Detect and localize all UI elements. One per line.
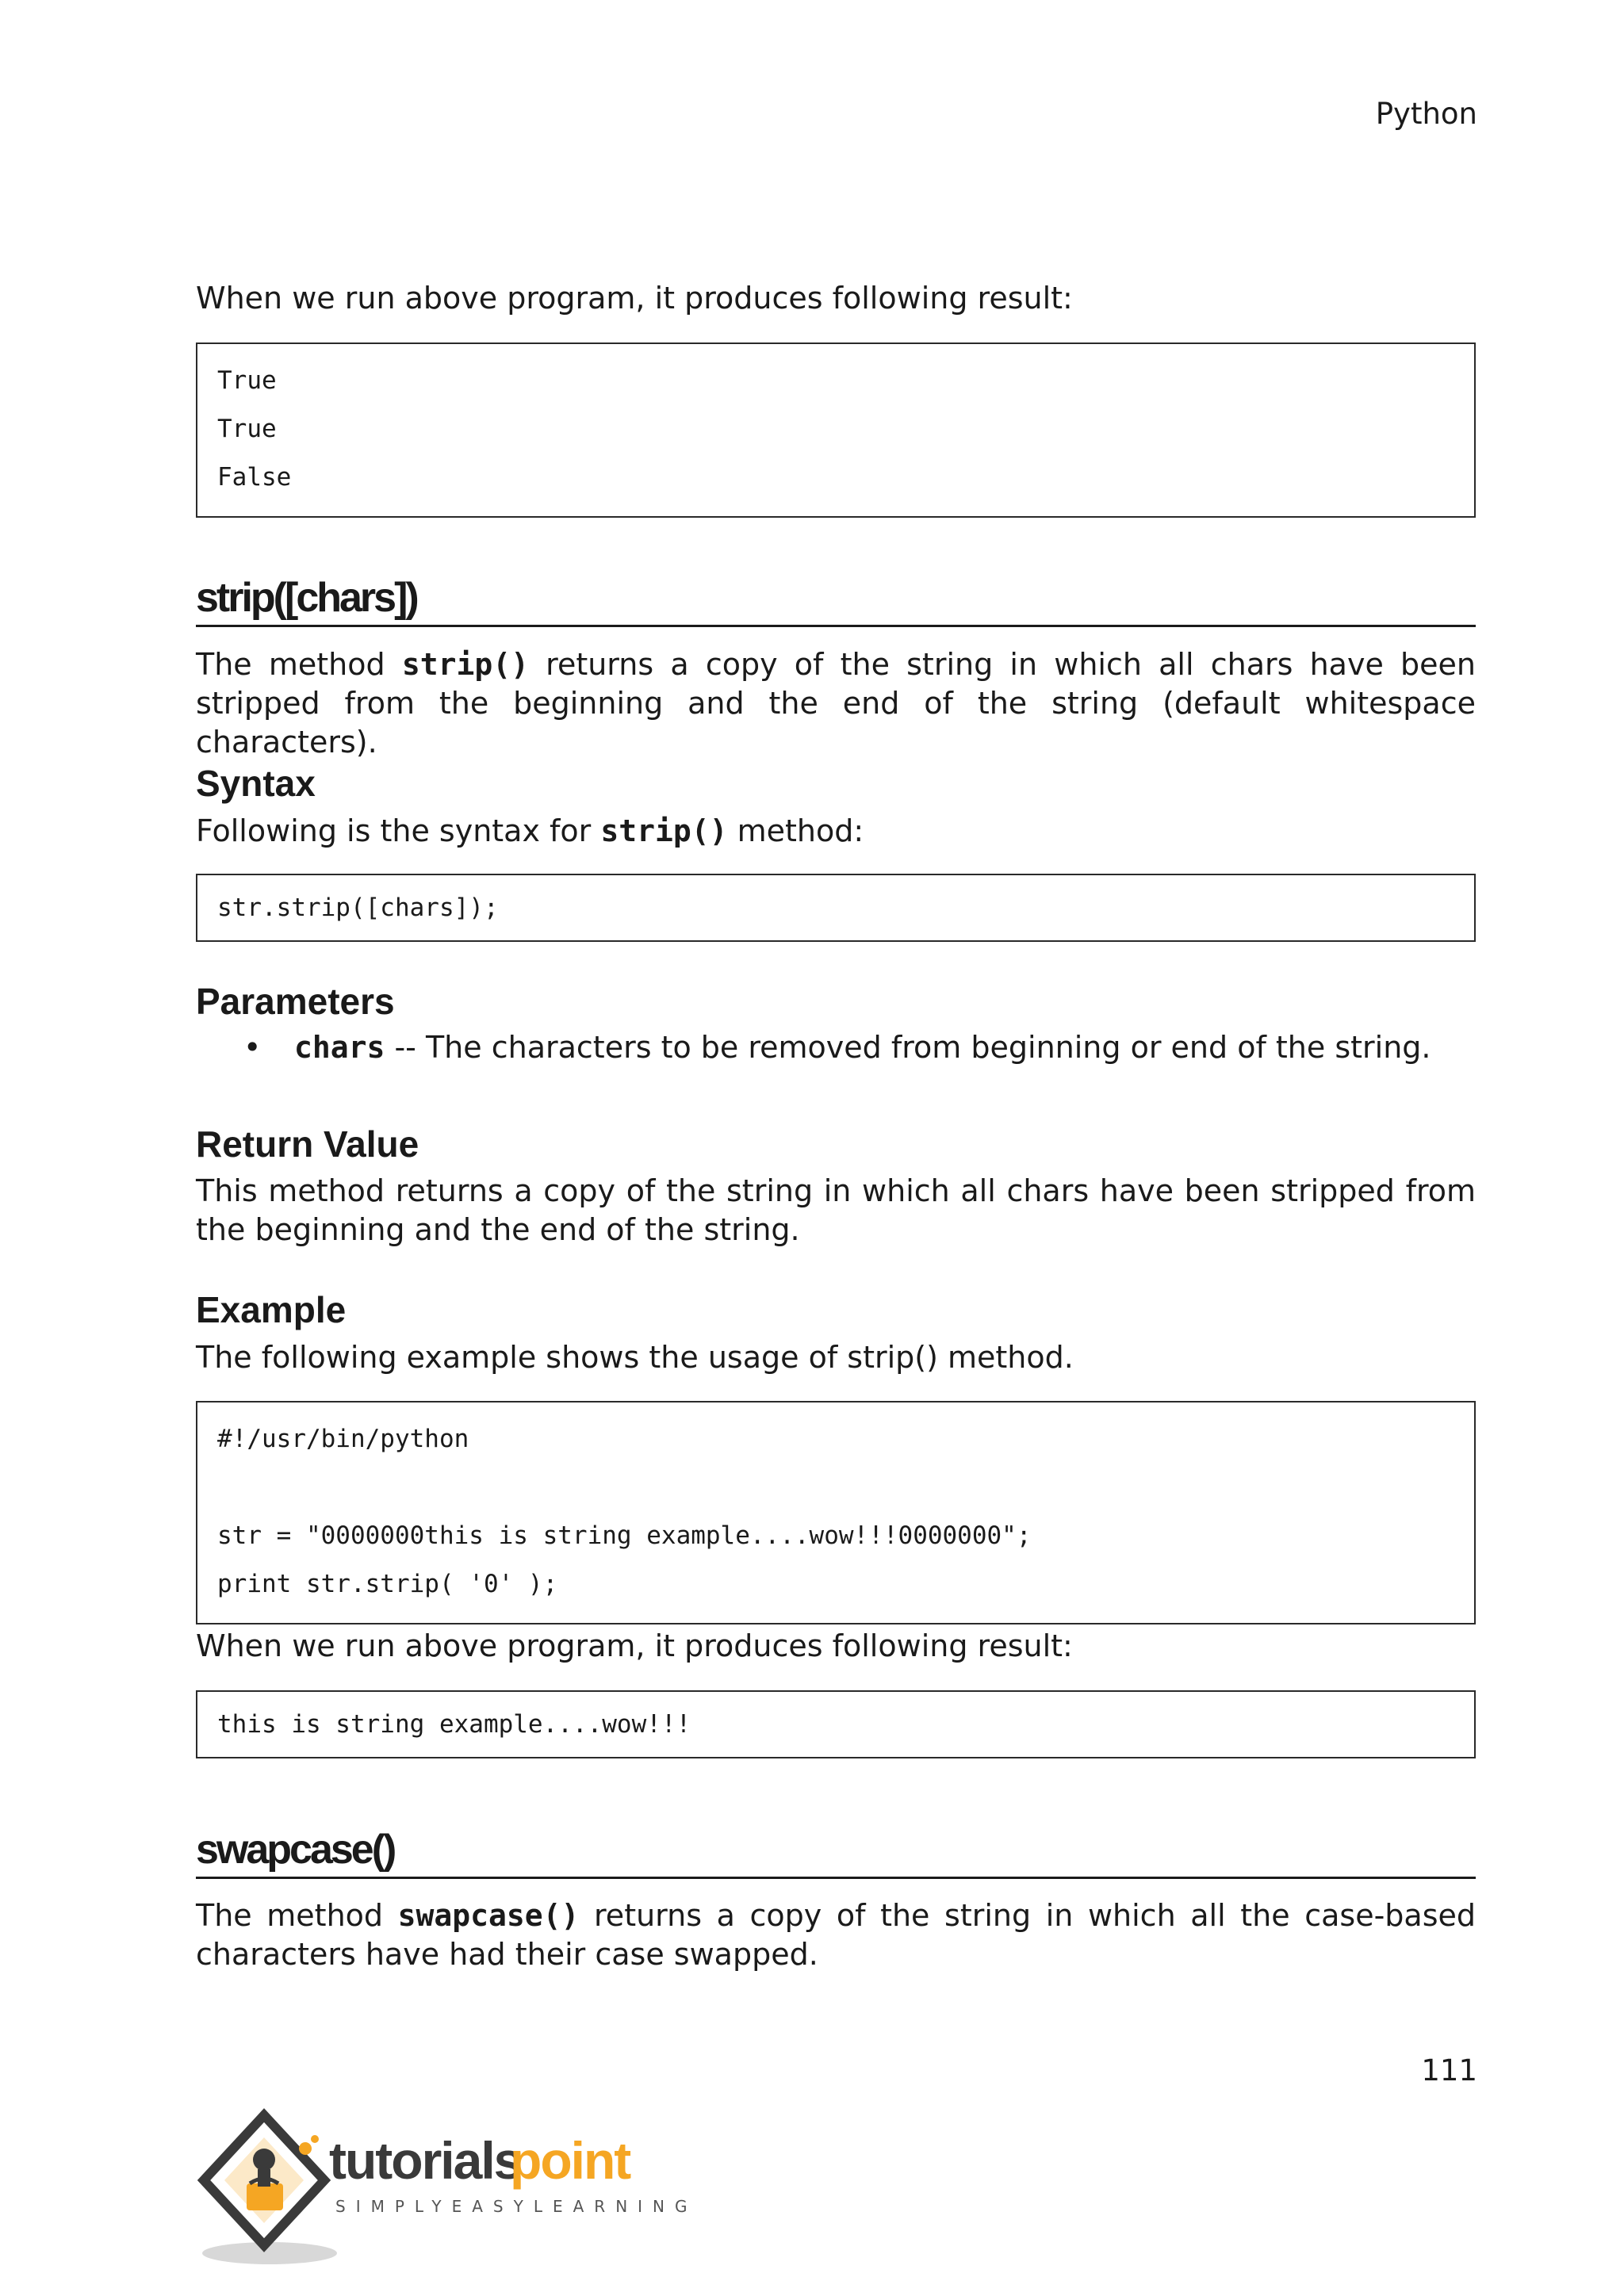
example-description: The following example shows the usage of strip() method. (196, 1340, 1074, 1375)
example-code-block (196, 1401, 1476, 1624)
code-line: False (217, 463, 292, 492)
return-value-text: This method returns a copy of the string in which all chars have been stripped from the beginning and the end of the string. (196, 1173, 1476, 1247)
code-line: #!/usr/bin/python (217, 1425, 469, 1453)
strip-section-heading: strip([chars]) (196, 574, 1476, 627)
example-result-code-block (196, 1690, 1476, 1758)
page-number: 111 (1421, 2053, 1477, 2087)
parameter-name: chars (294, 1030, 385, 1065)
return-value-heading: Return Value (196, 1123, 419, 1165)
page-header-title: Python (1375, 97, 1477, 131)
code-line: str = "0000000this is string example....wow!!!0000000"; (217, 1521, 1032, 1550)
strip-description: The method strip() returns a copy of the string in which all chars have been stripped from the beginning and the end of the string (default whitespace characters). (196, 647, 1476, 760)
tutorialspoint-logo (194, 2101, 686, 2267)
syntax-code-block (196, 874, 1476, 942)
code-line: this is string example....wow!!! (217, 1710, 691, 1739)
logo-wordmark-tutorials: tutorials (329, 2131, 522, 2190)
example-result-text: When we run above program, it produces following result: (196, 1628, 1073, 1663)
swapcase-description: The method swapcase() returns a copy of the string in which all the case-based characters have had their case swapped. (196, 1898, 1477, 1972)
swapcase-section-heading: swapcase() (196, 1826, 1476, 1879)
parameters-heading: Parameters (196, 981, 395, 1022)
logo-wordmark-point: point (510, 2131, 630, 2190)
logo-tagline: SIMPLYEASYLEARNING (335, 2197, 686, 2216)
code-line: str.strip([chars]); (217, 894, 499, 922)
syntax-heading: Syntax (196, 763, 316, 804)
intro-result-code-block (196, 342, 1476, 518)
example-heading: Example (196, 1289, 347, 1330)
logo-graphic (194, 2101, 686, 2267)
intro-result-text: When we run above program, it produces following result: (196, 281, 1073, 316)
code-line: True (217, 366, 277, 395)
method-name: swapcase() (397, 1898, 580, 1933)
bullet-icon: • (243, 1030, 262, 1065)
method-name: strip() (600, 813, 728, 848)
code-line: print str.strip( '0' ); (217, 1570, 558, 1598)
syntax-description: Following is the syntax for strip() method: (196, 813, 864, 848)
parameter-list-item: • chars -- The characters to be removed from beginning or end of the string. (196, 1028, 1476, 1068)
code-line (217, 1464, 1454, 1512)
method-name: strip() (401, 647, 529, 682)
code-line: True (217, 415, 277, 443)
